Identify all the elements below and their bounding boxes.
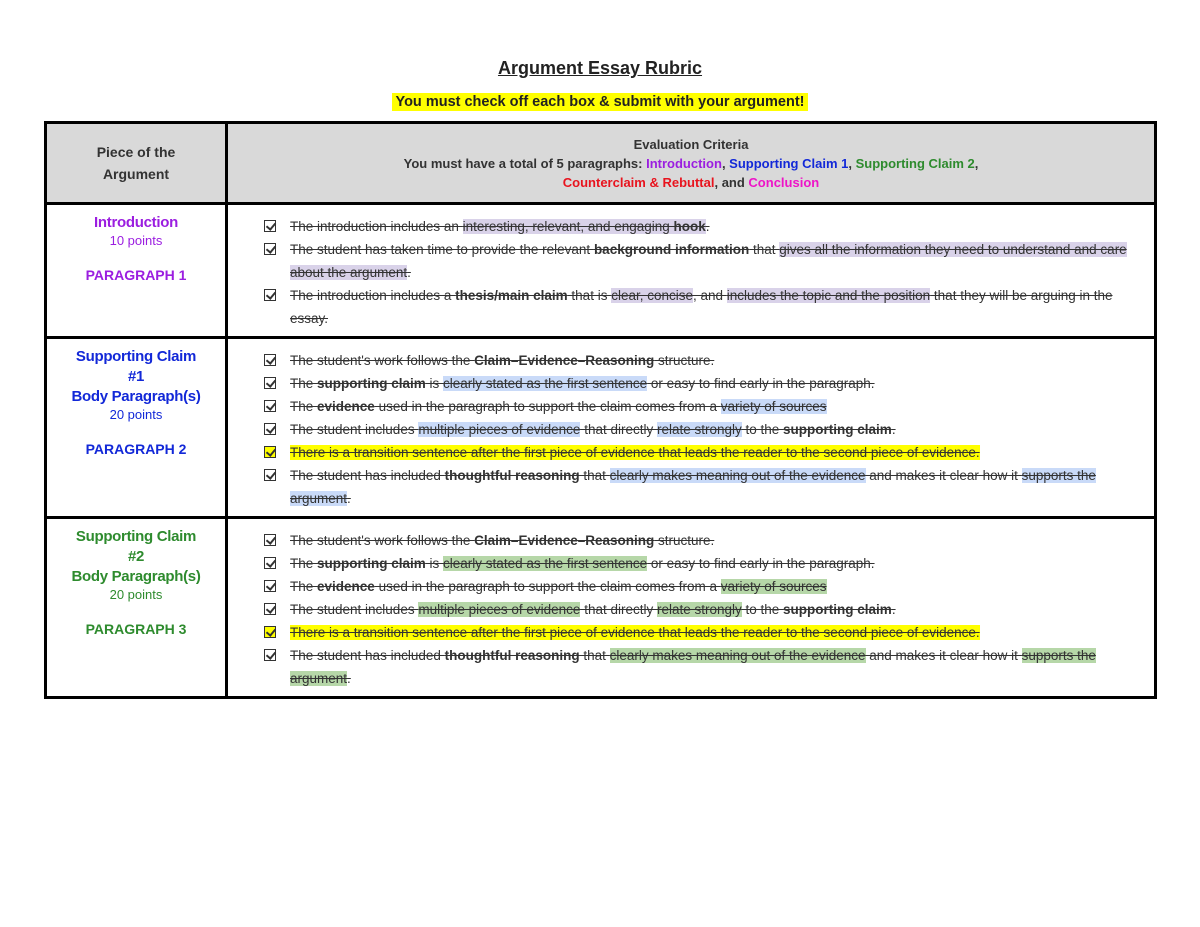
criterion-item <box>264 529 1134 552</box>
text: The <box>290 579 318 594</box>
text: The <box>290 556 318 571</box>
piece-number: #2 <box>127 548 145 565</box>
text: is <box>425 556 444 571</box>
header-intro-text: You must have a total of 5 paragraphs: <box>403 155 647 171</box>
bold-term: Claim–Evidence–Reasoning <box>474 353 655 368</box>
piece-points: 20 points <box>109 587 163 602</box>
checkbox-checked-icon[interactable] <box>264 446 276 458</box>
checkbox-checked-icon[interactable] <box>264 557 276 569</box>
text: is <box>425 376 444 391</box>
highlight: variety of sources <box>720 579 827 594</box>
highlight: clearly makes meaning out of the evidence <box>609 648 866 663</box>
text: The student has taken time to provide the relevant <box>290 242 594 257</box>
checkbox-checked-icon[interactable] <box>264 220 276 232</box>
highlight: variety of sources <box>720 399 827 414</box>
bold-term: thesis/main claim <box>455 288 568 303</box>
text: The introduction includes an <box>290 219 463 234</box>
piece-paragraph: PARAGRAPH 3 <box>85 621 187 637</box>
text: The student's work follows the <box>290 353 475 368</box>
submission-notice: You must check off each box & submit with your argument! <box>392 93 807 111</box>
bold-term: thoughtful reasoning <box>444 648 580 663</box>
piece-number: #1 <box>127 368 145 385</box>
criterion-item <box>264 575 1134 598</box>
bold-term: hook <box>673 219 706 234</box>
text: or easy to find early in the paragraph. <box>647 376 875 391</box>
checkbox-checked-icon[interactable] <box>264 423 276 435</box>
bold-term: supporting claim <box>783 422 892 437</box>
checkbox-checked-icon[interactable] <box>264 580 276 592</box>
criterion-item <box>264 349 1134 372</box>
header-row <box>46 123 1156 204</box>
piece-subtitle: Body Paragraph(s) <box>71 568 201 585</box>
text: or easy to find early in the paragraph. <box>647 556 875 571</box>
page-title: Argument Essay Rubric <box>497 58 703 78</box>
highlight-yellow: There is a transition sentence after the first piece of evidence that leads the reader to the second piece of evidence. <box>290 445 980 460</box>
criterion-item <box>264 598 1134 621</box>
criterion-item <box>264 395 1134 418</box>
text: The student includes <box>290 422 419 437</box>
criterion-item <box>264 372 1134 395</box>
text: that they will be arguing in the essay. <box>290 288 1113 326</box>
paragraph-label-claim2: Supporting Claim 2 <box>855 155 975 171</box>
highlight: clearly makes meaning out of the evidence <box>609 468 866 483</box>
checkbox-checked-icon[interactable] <box>264 377 276 389</box>
piece-supporting-claim-2 <box>46 518 227 698</box>
bold-term: supporting claim <box>317 376 426 391</box>
text: The student's work follows the <box>290 533 475 548</box>
text: structure. <box>654 533 715 548</box>
sep: , <box>848 155 856 171</box>
piece-name: Supporting Claim <box>75 528 197 545</box>
checkbox-checked-icon[interactable] <box>264 649 276 661</box>
criterion-item <box>264 644 1134 690</box>
header-piece-line2: Argument <box>102 166 170 182</box>
piece-points: 10 points <box>109 233 163 248</box>
piece-points: 20 points <box>109 407 163 422</box>
criterion-item-highlighted <box>264 441 1134 464</box>
text: . <box>891 422 896 437</box>
text: that is <box>567 288 612 303</box>
sep: , <box>974 155 979 171</box>
piece-paragraph: PARAGRAPH 2 <box>85 441 187 457</box>
text: that <box>579 648 610 663</box>
paragraph-label-claim1: Supporting Claim 1 <box>729 155 849 171</box>
criterion-item <box>264 238 1134 284</box>
rubric-table <box>44 121 1157 699</box>
highlight-yellow: There is a transition sentence after the first piece of evidence that leads the reader to the second piece of evidence. <box>290 625 980 640</box>
highlight: clear, concise <box>611 288 693 303</box>
header-paragraph-list <box>229 154 1153 173</box>
text: that directly <box>580 422 657 437</box>
piece-paragraph: PARAGRAPH 1 <box>85 267 187 283</box>
text: that directly <box>580 602 657 617</box>
checkbox-checked-icon[interactable] <box>264 603 276 615</box>
header-criteria-title: Evaluation Criteria <box>633 136 749 152</box>
highlight: supports the argument <box>290 468 1096 506</box>
piece-name: Introduction <box>94 214 178 231</box>
text: . <box>891 602 896 617</box>
highlight: relate strongly <box>656 602 742 617</box>
highlight: relate strongly <box>656 422 742 437</box>
highlight: multiple pieces of evidence <box>418 422 581 437</box>
bold-term: Claim–Evidence–Reasoning <box>474 533 655 548</box>
criterion-item <box>264 215 1134 238</box>
text: The <box>290 399 318 414</box>
row-introduction <box>46 204 1156 338</box>
piece-subtitle: Body Paragraph(s) <box>71 388 201 405</box>
bold-term: evidence <box>317 579 375 594</box>
highlight: clearly stated as the first sentence <box>443 376 648 391</box>
highlight: includes the topic and the position <box>726 288 931 303</box>
paragraph-label-introduction: Introduction <box>646 155 722 171</box>
criterion-item <box>264 552 1134 575</box>
text: . <box>347 671 351 686</box>
checkbox-checked-icon[interactable] <box>264 289 276 301</box>
piece-introduction <box>46 204 227 338</box>
text: The student includes <box>290 602 419 617</box>
sep: , and <box>714 174 749 190</box>
text: The student has included <box>290 648 445 663</box>
bold-term: thoughtful reasoning <box>444 468 580 483</box>
checkbox-checked-icon[interactable] <box>264 243 276 255</box>
highlight: gives all the information they need to understand and care about the argument <box>290 242 1127 280</box>
checkbox-checked-icon[interactable] <box>264 400 276 412</box>
paragraph-label-conclusion: Conclusion <box>748 174 820 190</box>
criterion-item <box>264 284 1134 330</box>
text: structure. <box>654 353 715 368</box>
text: and makes it clear how it <box>865 468 1022 483</box>
bold-term: supporting claim <box>783 602 892 617</box>
header-criteria <box>227 123 1156 204</box>
criteria-supporting-claim-1 <box>227 338 1156 518</box>
text: , and <box>693 288 727 303</box>
criterion-item-highlighted <box>264 621 1134 644</box>
highlight: supports the argument <box>290 648 1096 686</box>
text: . <box>705 219 710 234</box>
header-piece-line1: Piece of the <box>96 144 176 160</box>
text: . <box>407 265 411 280</box>
notice-wrap <box>0 93 1200 111</box>
header-piece <box>46 123 227 204</box>
text: . <box>347 491 351 506</box>
piece-supporting-claim-1 <box>46 338 227 518</box>
row-supporting-claim-1 <box>46 338 1156 518</box>
text: and makes it clear how it <box>865 648 1022 663</box>
highlight: multiple pieces of evidence <box>418 602 581 617</box>
highlight: clearly stated as the first sentence <box>443 556 648 571</box>
text: used in the paragraph to support the claim comes from a <box>374 399 721 414</box>
bold-term: evidence <box>317 399 375 414</box>
text: to the <box>741 602 784 617</box>
checkbox-checked-icon[interactable] <box>264 534 276 546</box>
checkbox-checked-icon[interactable] <box>264 469 276 481</box>
sep: , <box>721 155 730 171</box>
criteria-supporting-claim-2 <box>227 518 1156 698</box>
bold-term: supporting claim <box>317 556 426 571</box>
criteria-introduction <box>227 204 1156 338</box>
checkbox-checked-icon[interactable] <box>264 354 276 366</box>
text: The introduction includes a <box>290 288 456 303</box>
text: that <box>749 242 780 257</box>
header-paragraph-list-2 <box>229 173 1153 192</box>
text: used in the paragraph to support the claim comes from a <box>374 579 721 594</box>
criterion-item <box>264 464 1134 510</box>
paragraph-label-counterclaim: Counterclaim & Rebuttal <box>562 174 715 190</box>
text: to the <box>741 422 784 437</box>
text: The <box>290 376 318 391</box>
criterion-item <box>264 418 1134 441</box>
row-supporting-claim-2 <box>46 518 1156 698</box>
bold-term: background information <box>593 242 750 257</box>
checkbox-checked-icon[interactable] <box>264 626 276 638</box>
highlight: interesting, relevant, and engaging <box>462 219 674 234</box>
text: that <box>579 468 610 483</box>
text: The student has included <box>290 468 445 483</box>
piece-name: Supporting Claim <box>75 348 197 365</box>
